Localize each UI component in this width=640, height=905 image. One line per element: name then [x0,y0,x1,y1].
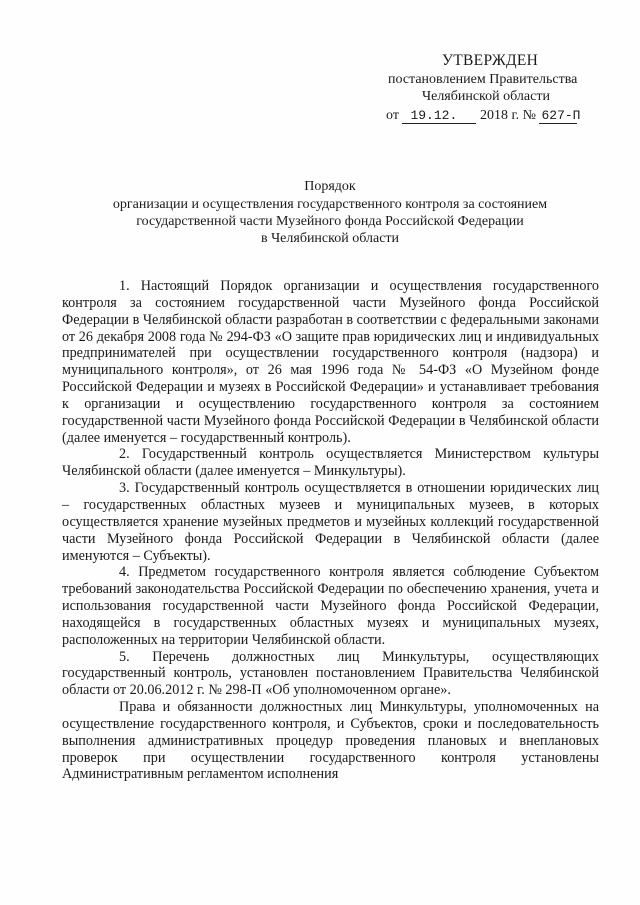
approval-line-1: постановлением Правительства [388,72,578,87]
document-title: Порядок [304,179,356,194]
paragraph-4: 4. Предметом государственного контроля является соблюдение Субъектом требований законодательства Российской Федерации по обеспечению хранения, учета и использования государственной части Музейного фонда Российской Федерации, находящейся в государственных областных музеях и муниципальных музеях, расположенных на территории Челябинской области. [62,564,599,648]
paragraph-3: 3. Государственный контроль осуществляется в отношении юридических лиц – государственных областных музеев и муниципальных музеев, в которых осуществляется хранение музейных предметов и музейных коллекций государственной части Музейного фонда Российской Федерации в Челябинской области (далее именуются – Субъекты). [62,480,599,564]
document-heading [90,178,570,247]
paragraph-2: 2. Государственный контроль осуществляется Министерством культуры Челябинской области (далее именуется – Минкультуры). [62,446,599,480]
approval-title: УТВЕРЖДЕН [442,52,539,69]
approval-date-prefix: от [386,108,399,123]
document-subtitle-line: государственной части Музейного фонда Российской Федерации [136,214,524,229]
paragraph-5: 5. Перечень должностных лиц Минкультуры, осуществляющих государственный контроль, установлен постановлением Правительства Челябинской области от 20.06.2012 г. № 298-П «Об уполномоченном органе». [62,648,599,699]
document-subtitle-line: в Челябинской области [260,231,400,246]
approval-number-field: 627-П [541,108,581,123]
document-body [62,278,599,783]
paragraph-1: 1. Настоящий Порядок организации и осуществления государственного контроля за состоянием государственной части Музейного фонда Российской Федерации в Челябинской области разработан в соответствии с федеральными законами от 26 декабря 2008 года № 294-ФЗ «О защите прав юридических лиц и индивидуальных предпринимателей при осуществлении государственного контроля (надзора) и муниципального контроля», от 26 мая 1996 года № 54-ФЗ «О Музейном фонде Российской Федерации и музеях в Российской Федерации» и устанавливает требования к организации и осуществлению государственного контроля за состоянием государственной части Музейного фонда Российской Федерации в Челябинской области (далее именуется – государственный контроль). [62,278,599,446]
approval-year: 2018 г. № [479,108,536,123]
approval-date-number-line [386,107,581,124]
document-subtitle-line: организации и осуществления государственного контроля за состоянием [112,197,548,212]
approval-line-2: Челябинской области [422,89,550,104]
approval-date-field: 19.12. [402,109,476,124]
paragraph-rights: Права и обязанности должностных лиц Минкультуры, уполномоченных на осуществление государственного контроля, и Субъектов, сроки и последовательность выполнения административных процедур проведения плановых и внеплановых проверок при осуществлении государственного контроля установлены Административным регламентом исполнения [62,699,599,783]
